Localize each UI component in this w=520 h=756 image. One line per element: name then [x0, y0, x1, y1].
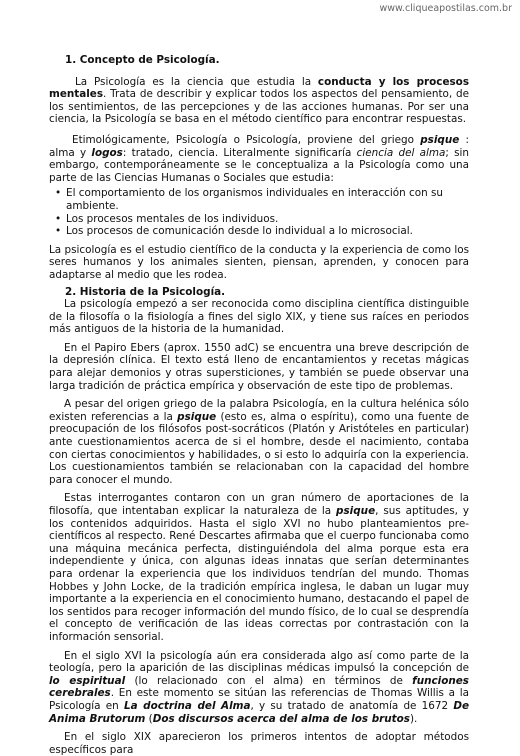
text-run: : alma y [49, 133, 469, 159]
list-item [49, 225, 469, 238]
term-ciencia-del-alma: ciencia del alma [356, 146, 446, 159]
text-run: Etimológicamente, Psicología o Psicología, proviene del griego [72, 133, 421, 146]
text-run: En el siglo XVI la psicología aún era considerada algo así como parte de la teología, pero la aparición de las disciplinas médicas impulsó la concepción de [49, 649, 469, 675]
section-1-paragraph-1 [49, 76, 469, 126]
list-item-text: Los procesos de comunicación desde lo individual a lo microsocial. [66, 225, 413, 238]
list-item [49, 213, 469, 226]
section-2-paragraph-3 [49, 398, 469, 486]
section-1-heading: 1. Concepto de Psicología. [65, 54, 220, 66]
section-2-paragraph-1: La psicología empezó a ser reconocida como disciplina científica distinguible de la filosofía o la fisiología a fines del siglo XIX, y tiene sus raíces en periodos más antiguos de la historia de la humanidad. [49, 298, 469, 336]
section-1-paragraph-3: La psicología es el estudio científico de la conducta y la experiencia de como los seres humanos y los animales sienten, piensan, aprenden, y conocen para adaptarse al medio que les rodea. [49, 243, 469, 281]
text-run: La Psicología es la ciencia que estudia la [75, 75, 318, 88]
text-run: . Trata de describir y explicar todos los aspectos del pensamiento, de los sentimientos, de las percepciones y de las acciones humanas. Por ser una ciencia, la Psicología se basa en el método científico para encontrar respuestas. [49, 88, 469, 126]
text-run: Estas interrogantes contaron con un gran número de aportaciones de la filosofía, que intentaban explicar la naturaleza de la [49, 492, 469, 517]
section-2-paragraph-5 [49, 650, 469, 726]
section-1-paragraph-2 [49, 134, 469, 184]
bullet-list [49, 187, 469, 237]
term-dos-discursos: Dos discursos acerca del alma de los brutos [152, 712, 410, 725]
term-lo-espiritual: lo espiritual [49, 674, 126, 687]
term-psique: psique [336, 505, 376, 517]
term-logos: logos [91, 146, 123, 159]
term-funciones-cerebrales: funciones cerebrales [49, 674, 469, 700]
bold-term: conducta y los procesos mentales [49, 75, 470, 101]
text-run: A pesar del origen griego de la palabra Psicología, en la cultura helénica sólo existen referencias a la [49, 398, 469, 423]
section-2-paragraph-2: En el Papiro Ebers (aprox. 1550 adC) se encuentra una breve descripción de la depresión clínica. El texto está lleno de encantamientos y recetas mágicas para alejar demonios y otras supersticiones, y también se puede observar una larga tradición de práctica empírica y observación de este tipo de problemas. [49, 341, 469, 392]
text-run: : tratado, ciencia. Literalmente significaría [122, 146, 357, 159]
list-item-text: El comportamiento de los organismos individuales en interacción con su ambiente. [66, 187, 443, 212]
bullet-icon: • [55, 225, 62, 238]
section-2-paragraph-4 [49, 492, 469, 643]
section-2-heading: 2. Historia de la Psicología. [65, 285, 226, 298]
term-psique: psique [420, 133, 460, 146]
term-de-anima-brutorum: De Anima Brutorum [49, 699, 469, 725]
text-run: ( [145, 712, 153, 725]
bullet-icon: • [55, 212, 62, 225]
text-run: (lo relacionado con el alma) en términos de [125, 674, 413, 687]
term-doctrina-del-alma: La doctrina del Alma [123, 699, 251, 712]
text-run: , y su tratado de anatomía de 1672 [250, 699, 454, 712]
text-run: ). [409, 712, 418, 725]
text-run: ; sin embargo, contemporáneamente se le conceptualiza a la Psicología como una parte de las Ciencias Humanas o Sociales que estudia: [49, 146, 470, 184]
list-item [49, 187, 469, 212]
section-2-paragraph-6: En el siglo XIX aparecieron los primeros intentos de adoptar métodos específicos para [49, 731, 469, 756]
site-url[interactable]: www.cliqueapostilas.com.br [379, 3, 512, 14]
term-psique: psique [177, 410, 217, 423]
document-page [49, 54, 469, 756]
bullet-icon: • [55, 187, 62, 200]
text-run: . En este momento se sitúan las referencias de Thomas Willis a la Psicología en [49, 687, 469, 712]
text-run: (esto es, alma o espíritu), como una fuente de preocupación de los filósofos post-socráticos (Platón y Aristóteles en particular) ante cuestionamientos acerca de si el hombre, desde el nacimiento, contaba con ciertas conocimientos y habilidades, o si esto lo adquiría con la experiencia. Los cuestionamientos también se relacionaban con la capacidad del hombre para conocer el mundo. [49, 410, 469, 486]
list-item-text: Los procesos mentales de los individuos. [66, 212, 279, 225]
text-run: , sus aptitudes, y los contenidos adquiridos. Hasta el siglo XVI no hubo planteamientos pre-científicos al respecto. René Descartes afirmaba que el cuerpo funcionaba como una máquina mecánica perfecta, distinguiéndola del alma porque esta era independiente y única, con algunas ideas innatas que serían determinantes para ordenar la experiencia que los individuos tendrían del mundo. Thomas Hobbes y John Locke, de la tradición empírica inglesa, le daban un lugar muy importante a la experiencia en el conocimiento humano, destacando el papel de los sentidos para recoger información del mundo físico, de lo cual se desprendía el concepto de verificación de las ideas correctas por contrastación con la información sensorial. [49, 505, 469, 643]
